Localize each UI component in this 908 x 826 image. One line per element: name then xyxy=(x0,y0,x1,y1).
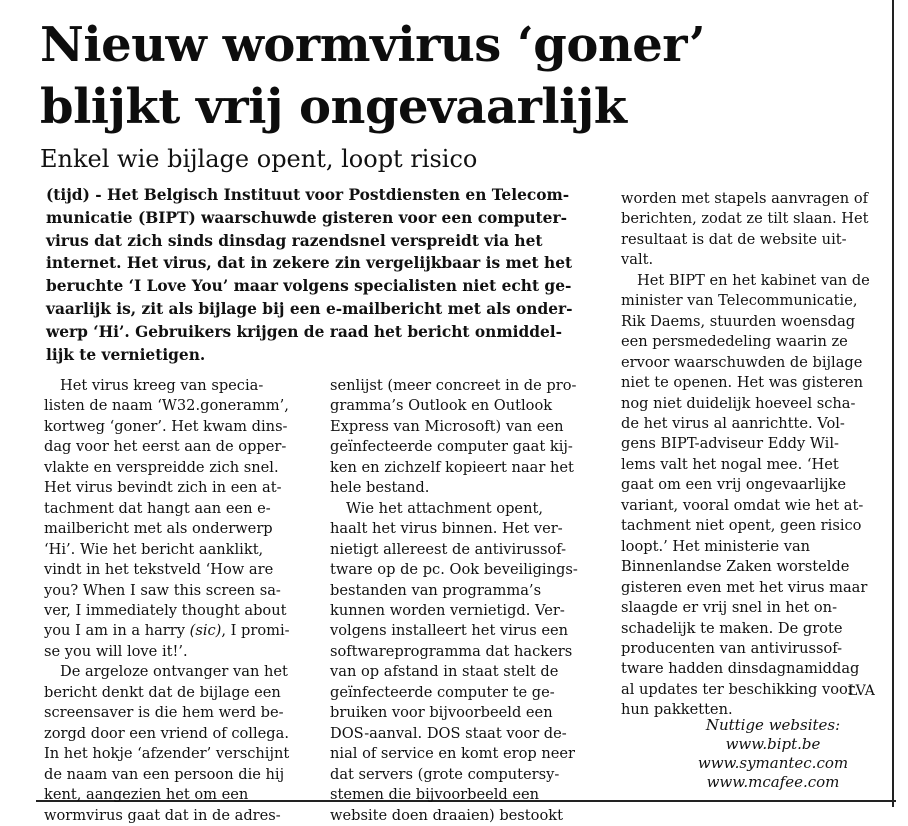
body-column-2 xyxy=(330,376,594,826)
body-line: hun pakketten. xyxy=(621,701,733,719)
body-line: schadelijk te maken. De grote xyxy=(621,619,843,637)
body-line: dat servers (grote computersy- xyxy=(330,765,560,783)
body-line: Express van Microsoft) van een xyxy=(330,417,564,435)
body-line: you? When I saw this screen sa- xyxy=(44,581,281,599)
body-line: dag voor het eerst aan de opper- xyxy=(44,438,287,456)
body-line: In het hokje ‘afzender’ verschijnt xyxy=(44,745,290,763)
body-line: ervoor waarschuwden de bijlage xyxy=(621,353,863,371)
body-line: DOS-aanval. DOS staat voor de- xyxy=(330,724,567,742)
body-line: senlijst (meer concreet in de pro- xyxy=(330,377,577,394)
body-line: De argeloze ontvanger van het xyxy=(60,663,288,681)
body-line: gisteren even met het virus maar xyxy=(621,578,868,596)
body-line: softwareprogramma dat hackers xyxy=(330,642,573,660)
body-line: vindt in het tekstveld ‘How are xyxy=(44,561,274,579)
body-line: niet te openen. Het was gisteren xyxy=(621,374,864,392)
body-line: vlakte en verspreidde zich snel. xyxy=(44,458,279,476)
headline-line-1: Nieuw wormvirus ‘goner’ xyxy=(40,17,706,73)
lead-line: municatie (BIPT) waarschuwde gisteren voor een computer- xyxy=(46,208,567,227)
body-line: Het BIPT en het kabinet van de xyxy=(637,271,870,289)
body-line: berichten, zodat ze tilt slaan. Het xyxy=(621,210,869,228)
article-subheadline: Enkel wie bijlage opent, loopt risico xyxy=(40,145,478,173)
websites-title: Nuttige websites: xyxy=(705,716,841,734)
body-line: bestanden van programma’s xyxy=(330,581,542,599)
body-text: you I am in a harry xyxy=(44,622,185,640)
body-line: resultaat is dat de website uit- xyxy=(621,230,847,248)
author-byline: LVA xyxy=(848,683,875,699)
body-line: Wie het attachment opent, xyxy=(346,499,543,517)
website-link: www.mcafee.com xyxy=(706,773,840,791)
article-headline xyxy=(40,14,880,138)
body-line: van op afstand in staat stelt de xyxy=(330,663,559,681)
column-rule-right xyxy=(892,0,894,807)
website-link: www.symantec.com xyxy=(697,754,849,772)
body-line: tachment niet opent, geen risico xyxy=(621,517,862,535)
body-line: website doen draaien) bestookt xyxy=(330,806,563,824)
body-line: de naam van een persoon die hij xyxy=(44,765,285,783)
body-line: worden met stapels aanvragen of xyxy=(621,190,869,207)
body-line: nietigt allereest de antivirussof- xyxy=(330,540,567,558)
body-line: mailbericht met als onderwerp xyxy=(44,520,273,538)
body-line: tware hadden dinsdagnamiddag xyxy=(621,660,860,678)
body-line: tware op de pc. Ook beveiligings- xyxy=(330,561,578,579)
body-line: hele bestand. xyxy=(330,479,430,497)
body-line: valt. xyxy=(621,251,654,269)
headline-line-2: blijkt vrij ongevaarlijk xyxy=(40,79,627,135)
body-line: Het virus bevindt zich in een at- xyxy=(44,479,282,497)
body-line: nog niet duidelijk hoeveel scha- xyxy=(621,394,856,412)
lead-line: vaarlijk is, zit als bijlage bij een e-mailbericht met als onder- xyxy=(46,299,573,318)
body-line: al updates ter beschikking voor xyxy=(621,680,855,698)
body-line: lems valt het nogal mee. ‘Het xyxy=(621,455,839,473)
body-line: slaagde er vrij snel in het on- xyxy=(621,599,838,617)
body-line: gaat om een vrij ongevaarlijke xyxy=(621,476,846,494)
body-column-3 xyxy=(621,189,883,721)
body-line: de het virus al aanrichtte. Vol- xyxy=(621,414,845,432)
body-column-1 xyxy=(44,376,306,826)
lead-paragraph xyxy=(46,184,606,366)
body-line: Binnenlandse Zaken worstelde xyxy=(621,558,850,576)
website-link: www.bipt.be xyxy=(725,735,821,753)
body-line: ken en zichzelf kopieert naar het xyxy=(330,458,574,476)
body-line: Het virus kreeg van specia- xyxy=(60,377,264,394)
body-line: nial of service en komt erop neer xyxy=(330,745,576,763)
body-line: een persmededeling waarin ze xyxy=(621,333,848,351)
body-text: , I promi- xyxy=(221,622,290,640)
body-line: wormvirus gaat dat in de adres- xyxy=(44,806,281,824)
body-line: haalt het virus binnen. Het ver- xyxy=(330,520,563,538)
body-line: kortweg ‘goner’. Het kwam dins- xyxy=(44,417,288,435)
body-line: stemen die bijvoorbeeld een xyxy=(330,786,540,804)
body-line: variant, vooral omdat wie het at- xyxy=(621,496,864,514)
body-line: listen de naam ‘W32.goneramm’, xyxy=(44,397,289,415)
body-line: bericht denkt dat de bijlage een xyxy=(44,683,281,701)
body-line: geïnfecteerde computer te ge- xyxy=(330,683,555,701)
lead-line: virus dat zich sinds dinsdag razendsnel verspreidt via het xyxy=(46,231,543,250)
body-line: loopt.’ Het ministerie van xyxy=(621,537,811,555)
body-line: bruiken voor bijvoorbeeld een xyxy=(330,704,553,722)
lead-line: (tijd) - Het Belgisch Instituut voor Postdiensten en Telecom- xyxy=(46,186,570,204)
useful-websites-box xyxy=(664,716,882,792)
body-line: gens BIPT-adviseur Eddy Wil- xyxy=(621,435,839,453)
lead-line: werp ‘Hi’. Gebruikers krijgen de raad het bericht onmiddel- xyxy=(46,322,563,341)
body-line: minister van Telecommunicatie, xyxy=(621,292,858,310)
lead-line: internet. Het virus, dat in zekere zin vergelijkbaar is met het xyxy=(46,254,573,273)
body-line: kent, aangezien het om een xyxy=(44,786,249,804)
body-line xyxy=(44,621,306,641)
lead-line: lijk te vernietigen. xyxy=(46,345,206,364)
body-line: zorgd door een vriend of collega. xyxy=(44,724,289,742)
lead-line: beruchte ‘I Love You’ maar volgens specialisten niet echt ge- xyxy=(46,277,572,296)
body-line: gramma’s Outlook en Outlook xyxy=(330,397,553,415)
body-line: tachment dat hangt aan een e- xyxy=(44,499,271,517)
sic-note: (sic) xyxy=(189,622,222,640)
body-line: screensaver is die hem werd be- xyxy=(44,704,284,722)
body-line: volgens installeert het virus een xyxy=(330,622,569,640)
body-line: producenten van antivirussof- xyxy=(621,639,843,657)
body-line: ver, I immediately thought about xyxy=(44,601,287,619)
body-line: geïnfecteerde computer gaat kij- xyxy=(330,438,573,456)
body-line: se you will love it!’. xyxy=(44,642,188,660)
body-line: ‘Hi’. Wie het bericht aanklikt, xyxy=(44,540,264,558)
body-line: Rik Daems, stuurden woensdag xyxy=(621,312,856,330)
body-line: kunnen worden vernietigd. Ver- xyxy=(330,601,565,619)
